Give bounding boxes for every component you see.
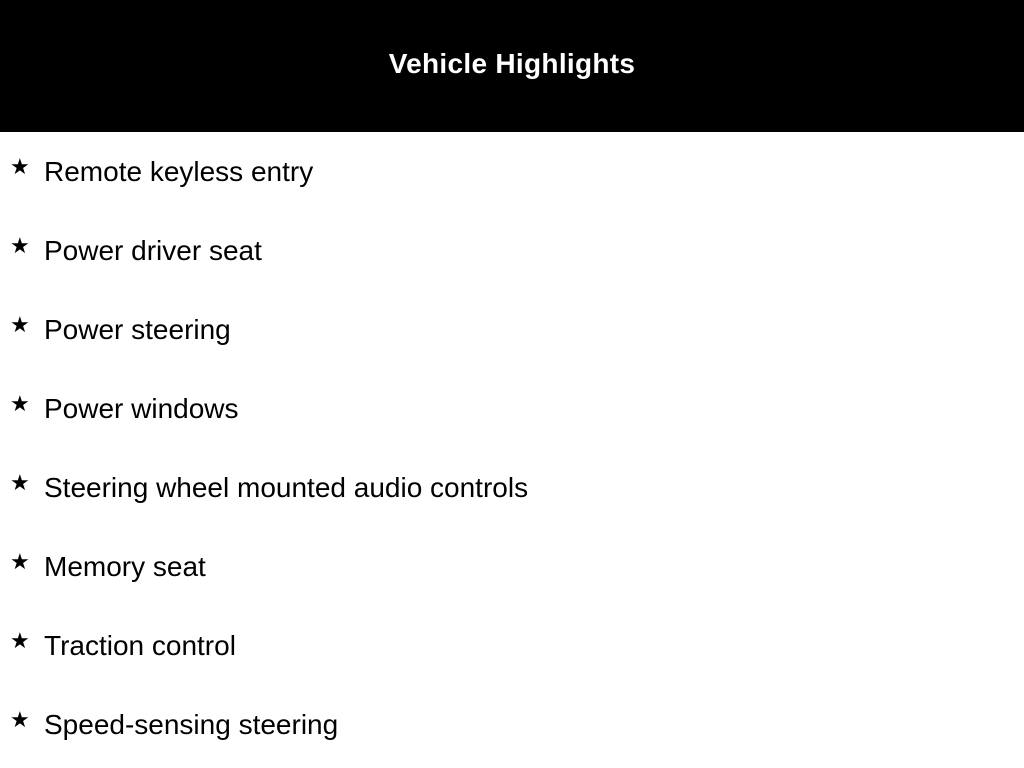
list-item-label: Memory seat	[44, 551, 206, 582]
list-item	[0, 551, 1024, 630]
star-icon: ★	[10, 707, 30, 732]
list-item-label: Traction control	[44, 630, 236, 661]
list-item	[0, 235, 1024, 314]
list-item	[0, 393, 1024, 472]
list-item-label: Speed-sensing steering	[44, 709, 339, 740]
page-title: Vehicle Highlights	[388, 48, 636, 79]
list-item	[0, 314, 1024, 393]
list-item	[0, 630, 1024, 709]
star-icon: ★	[10, 391, 30, 416]
list-item-label: Power driver seat	[44, 235, 262, 266]
list-item-label: Remote keyless entry	[44, 156, 314, 187]
header-banner	[0, 0, 1024, 132]
star-icon: ★	[10, 154, 30, 179]
list-item-label: Steering wheel mounted audio controls	[44, 472, 529, 503]
star-icon: ★	[10, 312, 30, 337]
list-item	[0, 156, 1024, 235]
star-icon: ★	[10, 549, 30, 574]
list-item	[0, 709, 1024, 768]
list-item-label: Power windows	[44, 393, 239, 424]
star-icon: ★	[10, 470, 30, 495]
list-item	[0, 472, 1024, 551]
list-item-label: Power steering	[44, 314, 231, 345]
star-icon: ★	[10, 628, 30, 653]
star-icon: ★	[10, 233, 30, 258]
highlights-list	[0, 156, 1024, 768]
